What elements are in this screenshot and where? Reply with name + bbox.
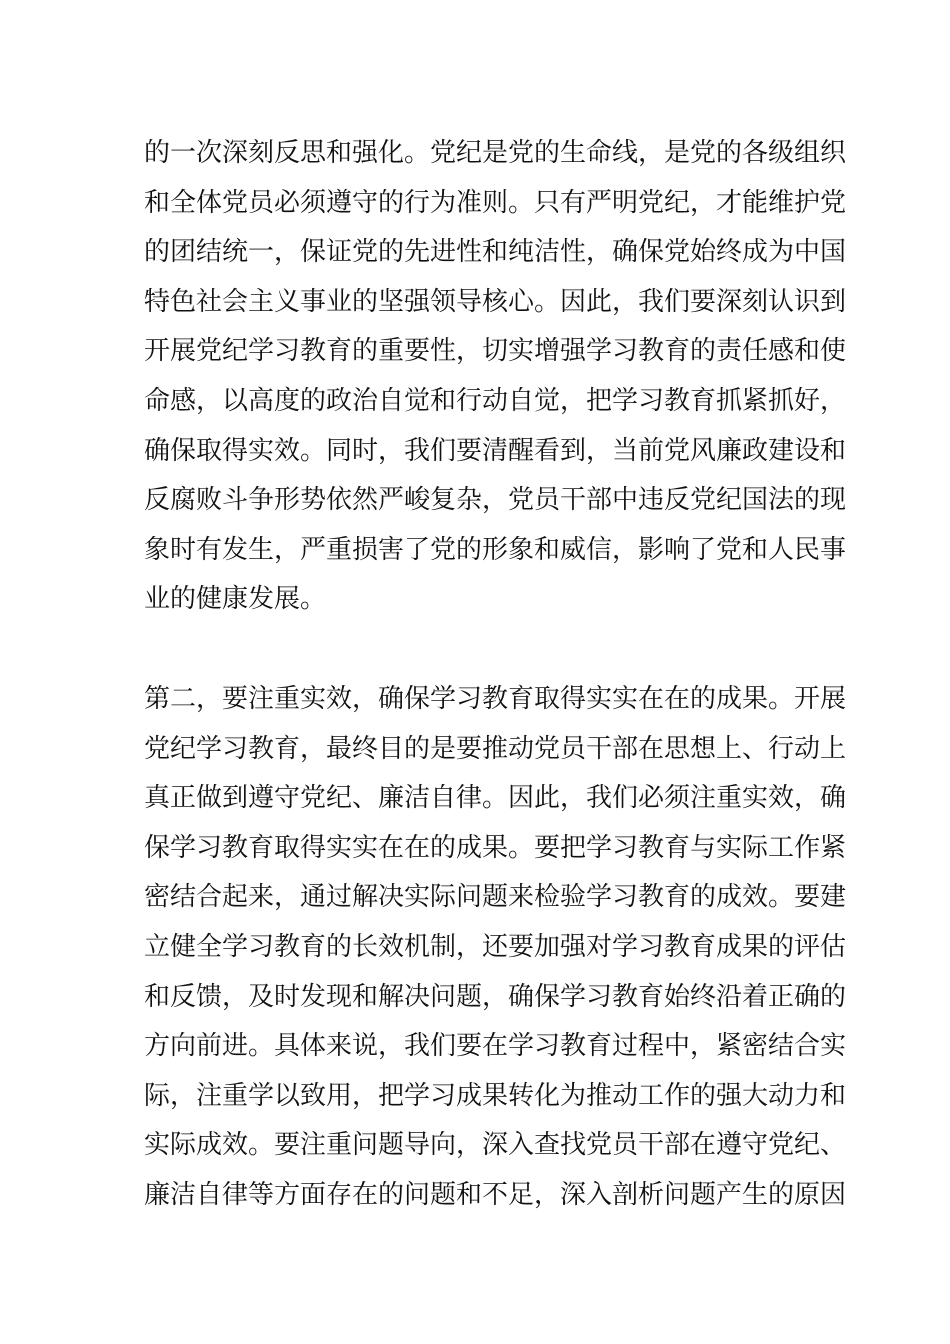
text-line: 立健全学习教育的长效机制，还要加强对学习教育成果的评估: [144, 931, 847, 962]
text-line: 业的健康发展。: [144, 584, 327, 615]
text-line: 特色社会主义事业的坚强领导核心。因此，我们要深刻认识到: [144, 286, 847, 317]
text-line: 反腐败斗争形势依然严峻复杂，党员干部中违反党纪国法的现: [144, 485, 847, 516]
text-line: 保学习教育取得实实在在的成果。要把学习教育与实际工作紧: [144, 832, 847, 863]
text-line: 开展党纪学习教育的重要性，切实增强学习教育的责任感和使: [144, 336, 847, 367]
text-line: 实际成效。要注重问题导向，深入查找党员干部在遵守党纪、: [144, 1130, 847, 1161]
text-line: 际，注重学以致用，把学习成果转化为推动工作的强大动力和: [144, 1080, 847, 1111]
text-line: 的一次深刻反思和强化。党纪是党的生命线，是党的各级组织: [144, 138, 847, 168]
text-line: 党纪学习教育，最终目的是要推动党员干部在思想上、行动上: [144, 733, 847, 764]
paragraph: [144, 129, 847, 625]
text-line: 真正做到遵守党纪、廉洁自律。因此，我们必须注重实效，确: [144, 783, 847, 814]
text-line: 象时有发生，严重损害了党的形象和威信，影响了党和人民事: [144, 534, 847, 565]
text-line: 密结合起来，通过解决实际问题来检验学习教育的成效。要建: [144, 882, 847, 913]
paragraph: [144, 675, 847, 1221]
text-line: 和全体党员必须遵守的行为准则。只有严明党纪，才能维护党: [144, 187, 847, 218]
text-line: 的团结统一，保证党的先进性和纯洁性，确保党始终成为中国: [144, 237, 847, 268]
text-line: 第二，要注重实效，确保学习教育取得实实在在的成果。开展: [144, 684, 847, 714]
text-line: 和反馈，及时发现和解决问题，确保学习教育始终沿着正确的: [144, 981, 847, 1012]
text-line: 方向前进。具体来说，我们要在学习教育过程中，紧密结合实: [144, 1031, 847, 1062]
text-line: 确保取得实效。同时，我们要清醒看到，当前党风廉政建设和: [144, 435, 847, 466]
text-line: 廉洁自律等方面存在的问题和不足，深入剖析问题产生的原因: [144, 1179, 847, 1210]
text-line: 命感，以高度的政治自觉和行动自觉，把学习教育抓紧抓好，: [144, 385, 847, 416]
